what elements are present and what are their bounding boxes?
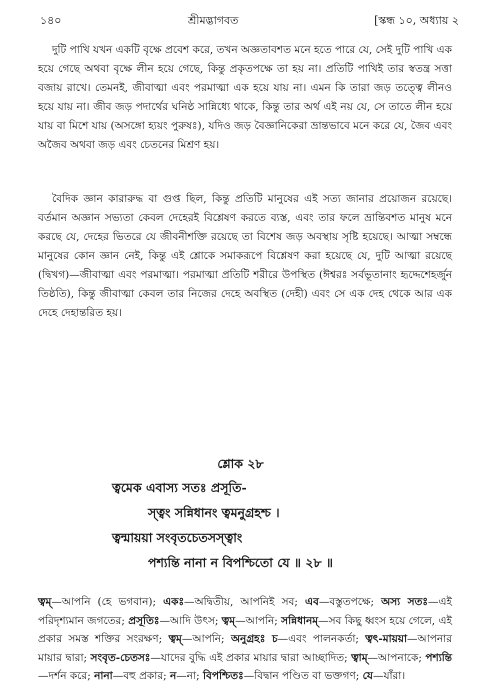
synonym-entry: প্রসূতিঃ—আদি উৎস — [128, 614, 215, 627]
synonym-meaning: এই পরিদৃশ্যমান জগতের — [38, 596, 452, 627]
synonym-entry: ত্বাম্—আপনাকে — [351, 651, 419, 664]
synonym-word: পশ্যন্তি — [425, 651, 452, 664]
synonym-entry: ন—না — [169, 670, 197, 682]
synonym-word: অস্য সতঃ — [381, 596, 429, 608]
synonym-word: সন্নিধানম্ — [281, 614, 319, 627]
synonym-meaning: আপনাকে — [378, 651, 419, 664]
word-synonyms: ত্বম্—আপনি (হে ভগবান); একঃ—অদ্বিতীয়, আপনিই সব; এব—বস্তুতপক্ষে; অস্য সতঃ—এই পরিদৃশ্যমান জগতের; প্রসূতিঃ—আদি উৎস; ত্বম্—আপনি; সন্নিধানম্—সব কিছু ধ্বংস হয়ে গেলে, এই প্রকার সমস্ত শক্তির সংরক্ষণ; ত্বম্—আপনি; অনুগ্রহঃ চ—এবং পালনকর্তা; ত্বৎ-মায়য়া—আপনার মায়ার দ্বারা; সংবৃত-চেতসঃ—যাদের বুদ্ধি এই প্রকার মায়ার দ্বারা আচ্ছাদিত; ত্বাম্—আপনাকে; পশ্যন্তি—দর্শন করে; নানা—বহু প্রকার; ন—না; বিপশ্চিতঃ—বিদ্বান পণ্ডিত বা ভক্তগণ; যে—যাঁরা। — [38, 596, 452, 682]
synonym-entry: ত্বৎ-মায়য়া—আপনার মায়ার দ্বারা — [38, 633, 452, 664]
synonym-entry: ত্বম্—আপনি (হে ভগবান) — [38, 596, 153, 608]
synonym-word: ন — [169, 670, 177, 682]
synonym-meaning: বিদ্বান পণ্ডিত বা ভক্তগণ — [254, 670, 356, 682]
synonym-meaning: আপনি — [245, 614, 275, 627]
synonym-meaning: বস্তুতপক্ষে — [329, 596, 371, 608]
synonym-meaning: আপনি (হে ভগবান) — [61, 596, 153, 608]
synonym-meaning: বহু প্রকার — [123, 670, 164, 682]
verse-title: শ্লোক ২৮ — [217, 456, 264, 471]
synonym-meaning: যাঁরা — [383, 670, 402, 682]
synonym-word: ত্বম্ — [38, 596, 52, 608]
synonym-entry: ত্বম্—আপনি — [168, 633, 222, 645]
purport-paragraph — [38, 41, 452, 183]
verse-line: ত্বন্মায়য়া সংবৃতচেতসস্ত্বাং — [112, 530, 243, 545]
synonym-meaning: যাদের বুদ্ধি এই প্রকার মায়ার দ্বারা আচ্ছাদিত — [160, 651, 345, 664]
synonym-word: ত্বম্ — [168, 633, 182, 645]
synonym-word: সংবৃত-চেতসঃ — [90, 651, 151, 664]
synonym-entry: সংবৃত-চেতসঃ—যাদের বুদ্ধি এই প্রকার মায়ার দ্বারা আচ্ছাদিত — [90, 651, 345, 664]
synonym-entry: ত্বম্—আপনি — [221, 614, 275, 627]
synonym-word: অনুগ্রহঃ চ — [230, 633, 278, 645]
synonym-meaning: সব কিছু ধ্বংস হয়ে গেলে, এই প্রকার সমস্ত শক্তির সংরক্ষণ — [38, 614, 452, 645]
synonym-meaning: না — [186, 670, 197, 682]
synonym-meaning: আদি উৎস — [170, 614, 215, 627]
synonym-entry: একঃ—অদ্বিতীয়, আপনিই সব — [163, 596, 295, 608]
section-reference: [স্কন্ধ ১০, অধ্যায় ২ — [374, 14, 459, 27]
synonym-meaning: দর্শন করে — [48, 670, 88, 682]
synonym-entry: সন্নিধানম্—সব কিছু ধ্বংস হয়ে গেলে, এই প্রকার সমস্ত শক্তির সংরক্ষণ — [38, 614, 452, 645]
page-number: ১৪০ — [40, 14, 62, 27]
synonym-entry: যে—যাঁরা — [362, 670, 402, 682]
synonym-word: প্রসূতিঃ — [128, 614, 160, 627]
synonym-entry: অনুগ্রহঃ চ—এবং পালনকর্তা — [230, 633, 356, 645]
synonym-meaning: আপনি — [192, 633, 222, 645]
synonym-entry: বিপশ্চিতঃ—বিদ্বান পণ্ডিত বা ভক্তগণ — [202, 670, 356, 682]
running-title: শ্রীমদ্ভাগবত — [188, 14, 239, 27]
synonym-word: এব — [305, 596, 319, 608]
synonym-word: একঃ — [163, 596, 185, 608]
verse-line: পশ্যন্তি নানা ন বিপশ্চিতো যে ॥ ২৮ ॥ — [148, 555, 333, 570]
synonym-word: ত্বৎ-মায়য়া — [365, 633, 408, 645]
purport-paragraph — [38, 190, 452, 432]
synonym-meaning: এবং পালনকর্তা — [288, 633, 356, 645]
synonym-word: ত্বম্ — [221, 614, 236, 627]
synonym-entry: নানা—বহু প্রকার — [94, 670, 164, 682]
synonym-word: বিপশ্চিতঃ — [202, 670, 244, 682]
synonym-meaning: আপনার মায়ার দ্বারা — [38, 633, 452, 664]
synonym-word: যে — [362, 670, 373, 682]
purport-text: বৈদিক জ্ঞান কারারুদ্ধ বা গুপ্ত ছিল, কিন্তু প্রতিটি মানুষের এই সত্য জানার প্রয়োজন রয়েছে। বর্তমান অজ্ঞান সভ্যতা কেবল দেহেরই বিশ্লেষণ করতে ব্যস্ত, এবং তার ফলে ভ্রান্তিবশত মানুষ মনে করছে যে, দেহের ভিতরে যে জীবনীশক্তি রয়েছে তা বিশেষ জড় অবস্থায় সৃষ্টি হয়েছে। আত্মা সম্বন্ধে মানুষের কোন জ্ঞান নেই, কিন্তু এই শ্লোকে সমাকরূপে বিশ্লেষণ করা হয়েছে যে, দুটি আত্মা রয়েছে (দ্বিখগ)—জীবাত্মা এবং পরমাত্মা। পরমাত্মা প্রতিটি শরীরে উপস্থিত (ঈশ্বরঃ সর্বভূতানাং হৃদ্দেশেহর্জুন তিষ্ঠতি), কিন্তু জীবাত্মা কেবল তার নিজের দেহে অবস্থিত (দেহী) এবং সে এক দেহ থেকে আর এক দেহে দেহান্তরিত হয়। — [38, 193, 452, 319]
verse-line: স্ত্বং সন্নিধানং ত্বমনুগ্রহশ্চ । — [148, 505, 280, 520]
verse-line: ত্বমেক এবাস্য সতঃ প্রসূতি- — [112, 480, 247, 495]
synonym-entry: এব—বস্তুতপক্ষে — [305, 596, 371, 608]
synonym-entry: পশ্যন্তি—দর্শন করে — [38, 651, 452, 682]
synonym-word: ত্বাম্ — [351, 651, 368, 664]
synonym-word: নানা — [94, 670, 113, 682]
purport-text: দুটি পাখি যখন একটি বৃক্ষে প্রবেশ করে, তখন অজ্ঞতাবশত মনে হতে পারে যে, সেই দুটি পাখি এক হয়ে গেছে অথবা বৃক্ষে লীন হয়ে গেছে, কিন্তু প্রকৃতপক্ষে তা হয় না। প্রতিটি পাখিই তার স্বতন্ত্র সত্তা বজায় রাখে। তেমনই, জীবাত্মা এবং পরমাত্মা এক হয়ে যায় না। এমন কি তারা জড় তত্ত্বে লীনও হয়ে যায় না। জীব জড় পদার্থের ঘনিষ্ঠ সান্নিধ্যে থাকে, কিন্তু তার অর্থ এই নয় যে, সে তাতে লীন হয়ে যায় বা মিশে যায় (অসঙ্গো হ্যয়ং পুরুষঃ), যদিও জড় বৈজ্ঞানিকেরা ভ্রান্তভাবে মনে করে যে, জৈব এবং অজৈব অথবা জড় এবং চেতনের মিশ্রণ হয়। — [38, 44, 452, 151]
synonym-meaning: অদ্বিতীয়, আপনিই সব — [194, 596, 295, 608]
synonym-entry: অস্য সতঃ—এই পরিদৃশ্যমান জগতের — [38, 596, 452, 627]
